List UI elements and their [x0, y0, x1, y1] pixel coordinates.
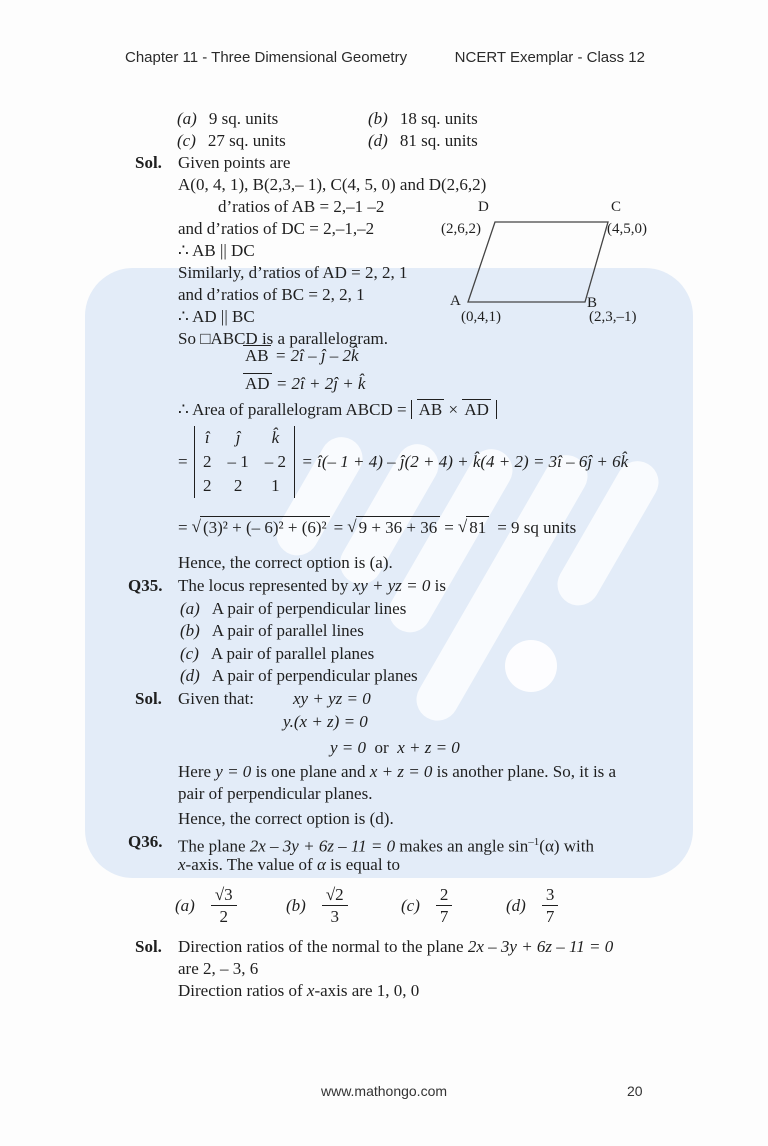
matrix-cell: k̂: [271, 428, 280, 447]
vertex-label-b: B: [587, 295, 598, 311]
option-c-q35: [180, 643, 374, 665]
vertex-coord-b: (2,3,–1): [589, 309, 637, 325]
option-label: (c): [177, 131, 196, 150]
variable-alpha: α: [316, 855, 326, 874]
conclusion-line: Hence, the correct option is (d).: [178, 809, 394, 828]
matrix-cell: 1: [271, 476, 280, 495]
text-line: [178, 761, 616, 783]
vertex-coord-a: (0,4,1): [461, 309, 501, 325]
area-equation: [178, 399, 497, 421]
sqrt-expression: [192, 516, 330, 539]
matrix-cell: ĵ: [235, 428, 241, 447]
equation-part: x + z = 0: [397, 738, 460, 757]
stem-post: is: [430, 576, 446, 595]
question-text-q36-line2: [178, 854, 400, 876]
fraction: [322, 884, 348, 927]
radicand: 9 + 36 + 36: [356, 516, 441, 539]
text-line: and d’ratios of DC = 2,–1,–2: [178, 219, 375, 238]
sqrt-expression: [458, 516, 489, 539]
stem-post: (α) with: [539, 836, 594, 856]
stem-mid: makes an angle sin: [395, 836, 529, 856]
text-line: ∴ AD || BC: [178, 307, 255, 326]
equation-part: x + z = 0: [369, 762, 433, 781]
fraction: [436, 884, 453, 927]
option-label: (d): [180, 666, 200, 685]
radicand: (3)² + (– 6)² + (6)²: [200, 516, 330, 539]
text-line: and d’ratios of BC = 2, 2, 1: [178, 285, 365, 304]
option-text: A pair of parallel planes: [210, 644, 375, 663]
vector-ab: AB: [418, 400, 443, 419]
text-line: d’ratios of AB = 2,–1 –2: [218, 197, 385, 216]
equation-line: [330, 737, 460, 759]
equals-sign: =: [444, 517, 454, 537]
fraction-denominator: 3: [330, 907, 339, 926]
page-number: 20: [627, 1083, 643, 1099]
magnitude-calculation: [178, 516, 576, 539]
stem-equation: xy + yz = 0: [352, 576, 431, 595]
matrix-cell: î: [204, 428, 210, 447]
text-part: is another plane. So, it is a: [432, 762, 617, 781]
text-line: A(0, 4, 1), B(2,3,– 1), C(4, 5, 0) and D(2,6,2): [178, 175, 487, 194]
vector-ab-rhs: = 2î – ĵ – 2k̂: [274, 346, 359, 365]
text-line: ∴ AB || DC: [178, 241, 255, 260]
text-part: is equal to: [325, 855, 401, 874]
equals-sign: =: [333, 517, 344, 537]
option-label: (b): [286, 895, 306, 915]
vector-ab: AB: [245, 346, 269, 365]
option-label: (a): [175, 895, 195, 915]
watermark-dot: [505, 640, 557, 692]
vector-ad-rhs: = 2î + 2ĵ + k̂: [275, 374, 366, 393]
option-label: (d): [506, 895, 526, 915]
fraction-numerator: [322, 884, 348, 906]
option-label: (b): [180, 621, 200, 640]
matrix-cell: – 2: [264, 452, 286, 471]
variable-x: x: [306, 981, 315, 1000]
text-part: is one plane and: [251, 762, 370, 781]
option-text: A pair of perpendicular planes: [211, 666, 418, 685]
text-part: Direction ratios of: [178, 981, 307, 1000]
vertex-label-c: C: [611, 199, 622, 215]
matrix-cell: – 1: [227, 452, 249, 471]
text-part: Direction ratios of the normal to the plane: [178, 937, 468, 956]
vertex-label-d: D: [478, 199, 489, 215]
text-line: are 2, – 3, 6: [178, 959, 259, 978]
option-c-q34: [177, 130, 286, 152]
fraction: [211, 884, 237, 927]
option-text: A pair of parallel lines: [211, 621, 364, 640]
option-text: A pair of perpendicular lines: [211, 599, 407, 618]
equation-line: xy + yz = 0: [293, 689, 371, 708]
determinant-expansion: = î(– 1 + 4) – ĵ(2 + 4) + k̂(4 + 2) = 3î – 6ĵ + 6k̂: [301, 452, 629, 471]
option-label: (d): [368, 131, 388, 150]
magnitude-bars: [411, 400, 497, 419]
cross-product-sign: ×: [448, 400, 459, 419]
vector-ad: AD: [464, 400, 489, 419]
text-line: Similarly, d’ratios of AD = 2, 2, 1: [178, 263, 408, 282]
text-part: -axis. The value of: [185, 855, 317, 874]
text-line: Given that:: [178, 689, 255, 708]
text-line: So □ABCD is a parallelogram.: [178, 329, 388, 348]
question-label-q35: Q35.: [128, 576, 163, 595]
radical-sign: √: [214, 885, 225, 904]
option-label: (b): [368, 109, 388, 128]
vector-equation-ad: [243, 373, 365, 395]
radicand: 81: [466, 516, 489, 539]
result-text: = 9 sq units: [497, 517, 577, 537]
text-part: Here: [178, 762, 216, 781]
option-d-q34: [368, 130, 478, 152]
option-text: 18 sq. units: [399, 109, 478, 128]
text-line: [178, 936, 613, 958]
fraction-numerator: [211, 884, 237, 906]
matrix-cell: 2: [202, 476, 212, 495]
option-text: 9 sq. units: [208, 109, 279, 128]
determinant: [194, 426, 296, 498]
text-line: [178, 980, 419, 1002]
vector-ad: AD: [245, 374, 270, 393]
footer-url: www.mathongo.com: [320, 1083, 448, 1099]
option-d-q35: [180, 665, 418, 687]
fraction-denominator: 2: [219, 907, 228, 926]
matrix-cell: 2: [202, 452, 212, 471]
variable-x: x: [178, 855, 186, 874]
solution-label: Sol.: [135, 689, 162, 708]
or-word: or: [374, 738, 389, 757]
determinant-equation: [178, 426, 628, 498]
text-line: Given points are: [178, 153, 291, 172]
solution-label: Sol.: [135, 153, 162, 172]
vector-equation-ab: [243, 345, 359, 367]
option-b-q35: [180, 620, 364, 642]
fraction-option-a: [175, 884, 237, 927]
conclusion-line: Hence, the correct option is (a).: [178, 553, 393, 572]
option-label: (a): [177, 109, 197, 128]
header-book-title: NCERT Exemplar - Class 12: [454, 49, 645, 66]
option-a-q34: [177, 108, 278, 130]
vertex-coord-d: (2,6,2): [441, 221, 481, 237]
option-a-q35: [180, 598, 406, 620]
fraction-option-c: [401, 884, 452, 927]
equation-line: y.(x + z) = 0: [283, 712, 368, 731]
question-label-q36: Q36.: [128, 832, 163, 851]
vertex-coord-c: (4,5,0): [607, 221, 647, 237]
fraction-denominator: 7: [439, 907, 449, 926]
option-label: (a): [180, 599, 200, 618]
radical-sign: √: [325, 885, 336, 904]
stem-pre: The locus represented by: [178, 576, 353, 595]
equation-part: y = 0: [215, 762, 252, 781]
option-label: (c): [180, 644, 199, 663]
stem-pre: The plane: [178, 836, 250, 856]
option-text: 27 sq. units: [207, 131, 286, 150]
equals-sign: =: [178, 517, 188, 537]
option-b-q34: [368, 108, 478, 130]
determinant-bar: [294, 426, 295, 498]
text-line: pair of perpendicular planes.: [178, 784, 373, 803]
determinant-grid: [195, 426, 294, 498]
solution-label: Sol.: [135, 937, 162, 956]
inverse-exponent: –1: [528, 836, 540, 848]
parallelogram-diagram: [430, 195, 670, 320]
stem-equation: 2x – 3y + 6z – 11 = 0: [249, 836, 396, 856]
vertex-label-a: A: [450, 293, 461, 309]
radicand: 3: [224, 885, 233, 904]
radicand: 2: [335, 885, 344, 904]
question-text-q35: [178, 575, 446, 597]
fraction-denominator: 7: [545, 907, 555, 926]
fraction-option-d: [506, 884, 558, 927]
fraction-numerator: 3: [542, 884, 559, 906]
equation-part: y = 0: [330, 738, 367, 757]
header-chapter-title: Chapter 11 - Three Dimensional Geometry: [125, 49, 408, 66]
option-label: (c): [401, 895, 420, 915]
fraction-numerator: 2: [436, 884, 453, 906]
equals-sign: =: [178, 452, 188, 471]
fraction: [542, 884, 559, 927]
radical-sign: √: [457, 517, 468, 536]
radical-sign: √: [347, 517, 357, 536]
radical-sign: √: [191, 517, 201, 536]
matrix-cell: 2: [233, 476, 243, 495]
fraction-option-b: [286, 884, 348, 927]
equation-part: 2x – 3y + 6z – 11 = 0: [467, 937, 614, 956]
option-text: 81 sq. units: [399, 131, 478, 150]
area-prefix: ∴ Area of parallelogram ABCD =: [178, 400, 407, 419]
text-part: -axis are 1, 0, 0: [314, 981, 420, 1000]
sqrt-expression: [347, 516, 440, 539]
